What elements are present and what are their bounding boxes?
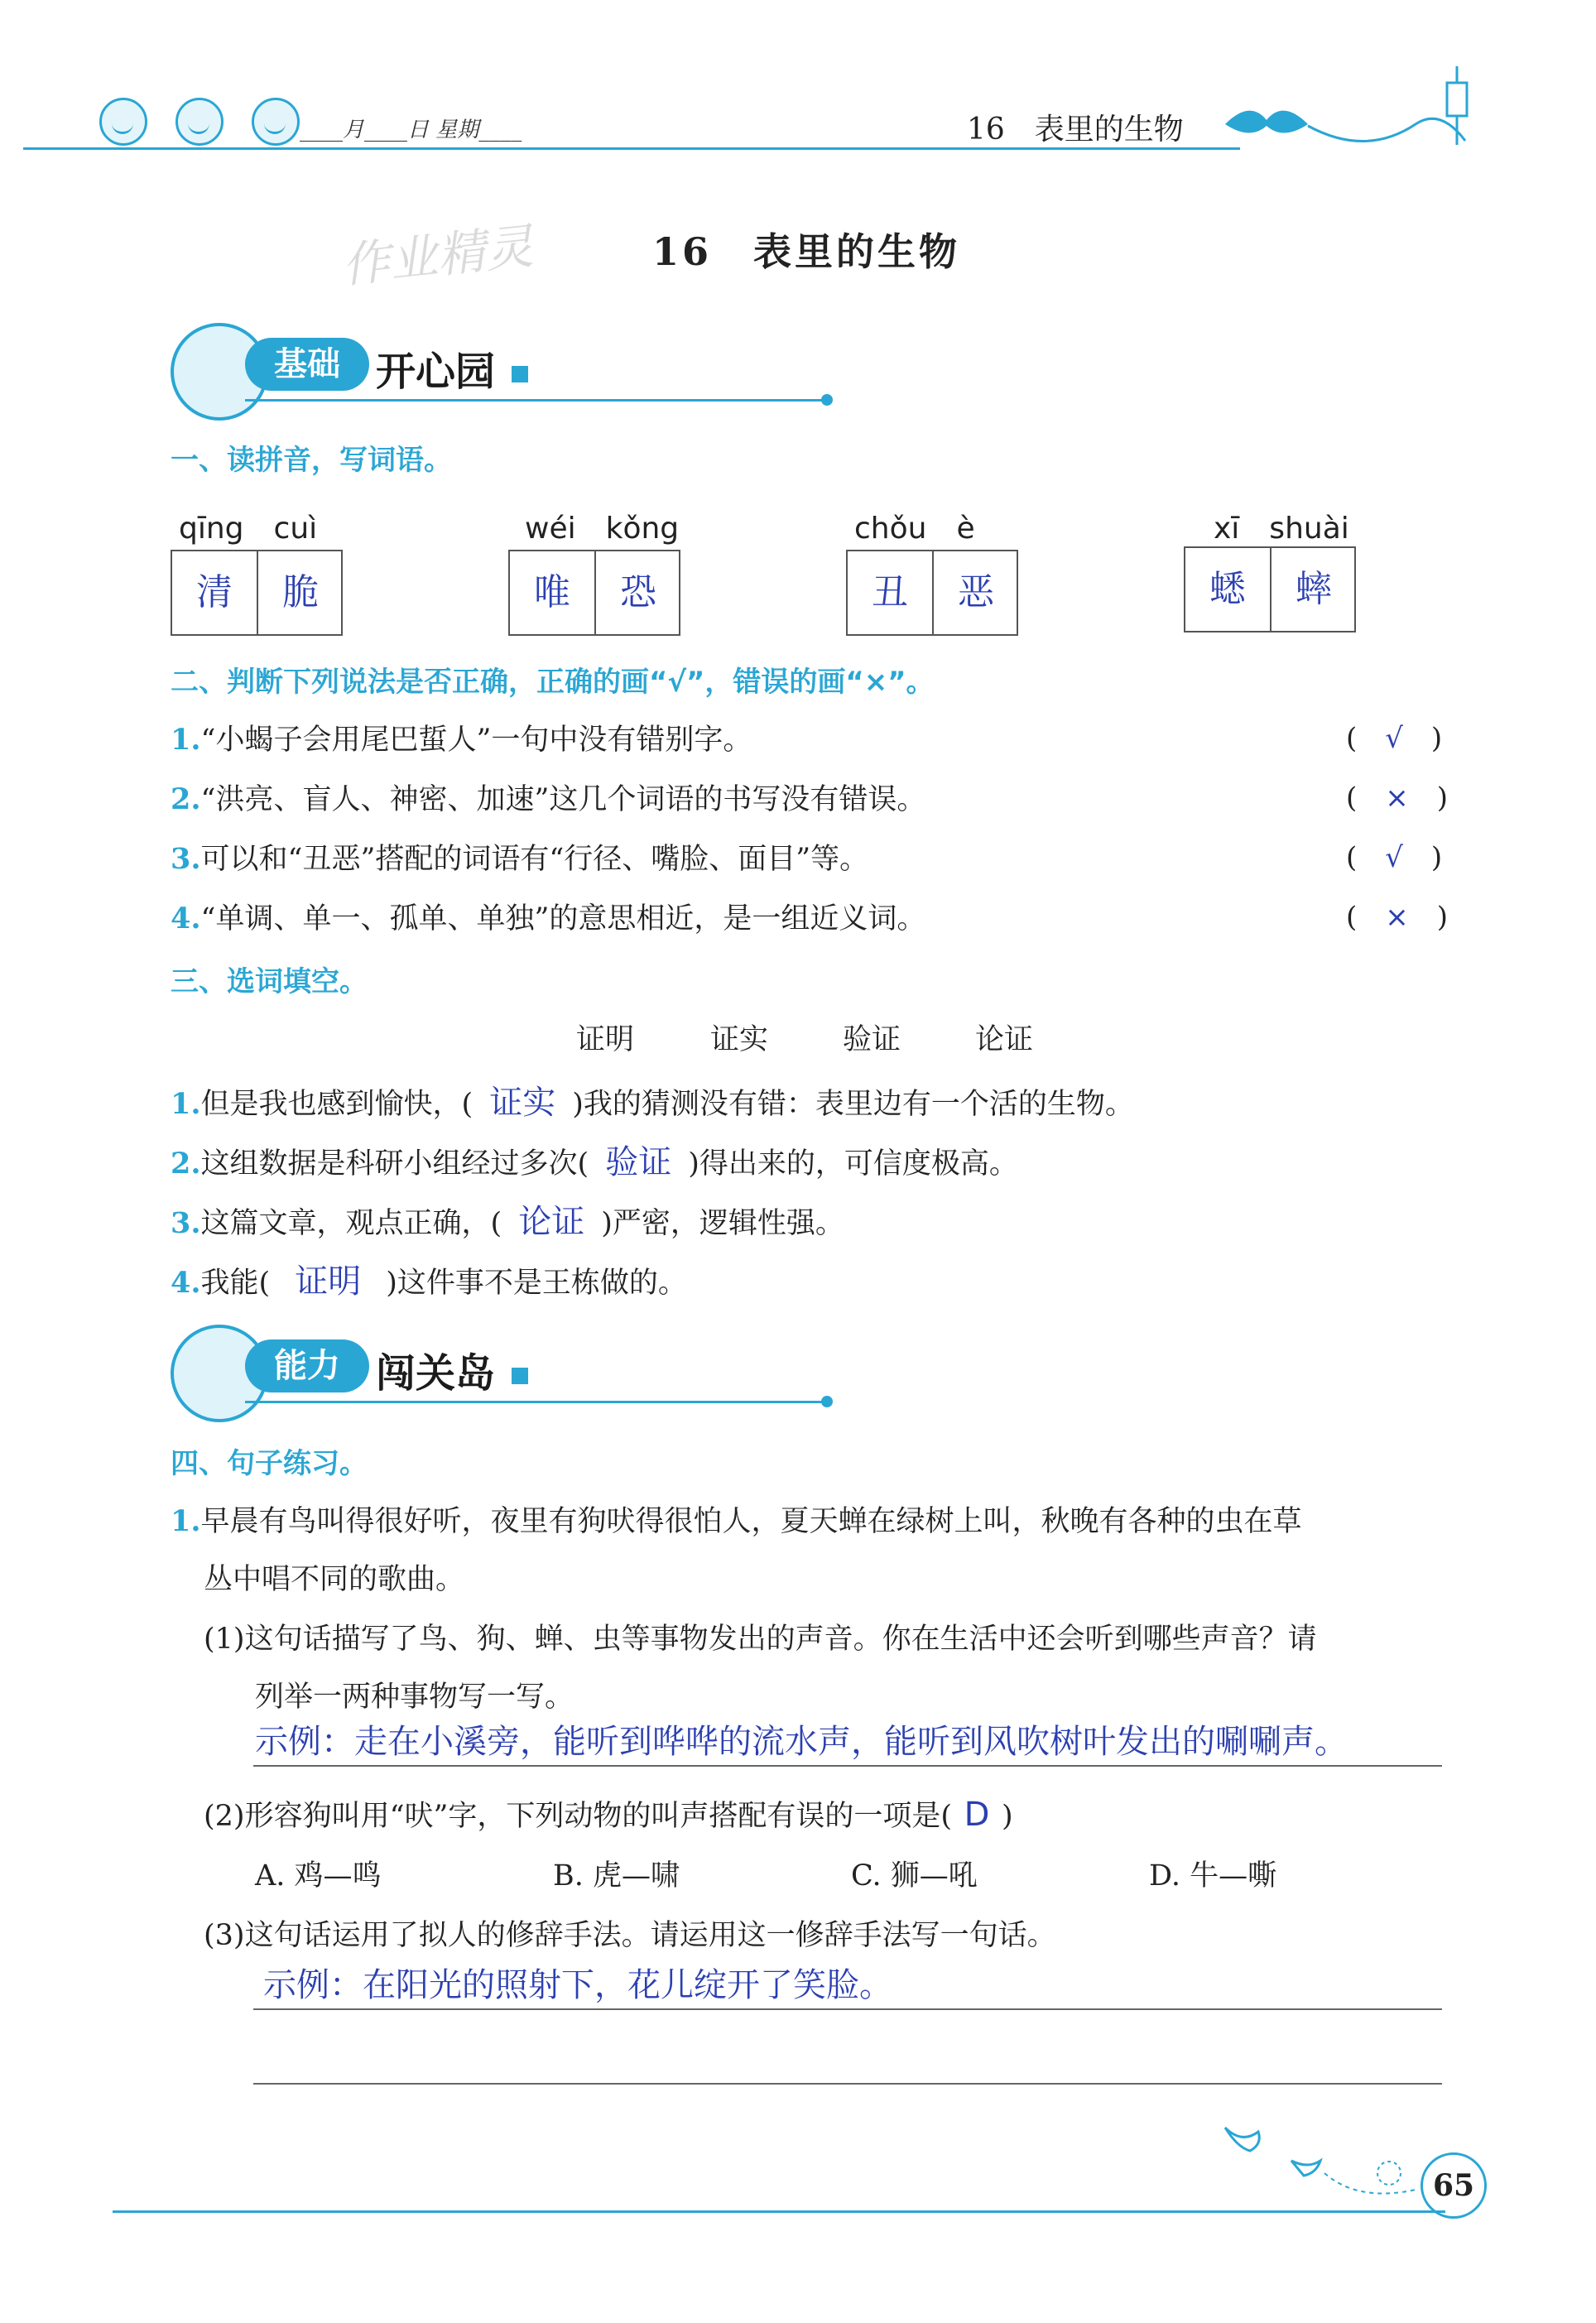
item-text: “单调、单一、孤单、单独”的意思相近，是一组近义词。	[200, 902, 926, 935]
section-underline	[245, 1401, 824, 1403]
item-text: “洪亮、盲人、神密、加速”这几个词语的书写没有错误。	[200, 783, 926, 816]
char-box-2	[508, 550, 680, 636]
q3-heading: 三、选词填空。	[171, 965, 368, 998]
judge-answer: √	[1385, 841, 1403, 874]
q4-sub3: (3)这句话运用了拟人的修辞手法。请运用这一修辞手法写一句话。	[204, 1919, 1056, 1952]
butterfly-lamp-icon	[1217, 66, 1490, 157]
q2-heading: 二、判断下列说法是否正确，正确的画“√”，错误的画“×”。	[171, 666, 935, 699]
footer-divider	[113, 2210, 1445, 2213]
fill-answer: 证明	[295, 1262, 362, 1301]
q2-item-1	[171, 717, 752, 758]
section-ability-header	[171, 1325, 849, 1416]
answer-line	[253, 1765, 1442, 1767]
smiley-icon	[99, 98, 147, 146]
char-answer: 清	[196, 571, 233, 613]
q4-sentence-line1	[171, 1498, 1302, 1540]
item-before: 但是我也感到愉快，(	[200, 1088, 474, 1121]
section-title: 开心园	[376, 349, 496, 395]
q4-sub1-line2: 列举一两种事物写一写。	[255, 1681, 574, 1714]
q4-sentence-line2: 丛中唱不同的歌曲。	[204, 1563, 465, 1596]
page-title: 16 表里的生物	[652, 229, 961, 274]
judge-answer: ×	[1385, 782, 1409, 815]
sub2-text: (2)形容狗叫用“吠”字，下列动物的叫声搭配有误的一项是(	[204, 1800, 953, 1833]
section-badge: 能力	[245, 1339, 369, 1392]
option-d: D. 牛—嘶	[1149, 1859, 1277, 1893]
item-before: 我能(	[200, 1267, 271, 1300]
char-box-4	[1184, 546, 1356, 632]
item-number: 1.	[171, 723, 201, 757]
option-c: C. 狮—吼	[851, 1859, 978, 1893]
q2-answer-3: ( √ )	[1346, 841, 1443, 874]
item-number: 4.	[171, 902, 201, 935]
word-option-3: 验证	[843, 1023, 901, 1056]
char-answer: 脆	[257, 551, 343, 634]
q1-heading: 一、读拼音，写词语。	[171, 444, 452, 477]
q2-item-3	[171, 836, 868, 878]
q2-answer-2: ( × )	[1346, 782, 1449, 815]
word-option-1: 证明	[576, 1023, 635, 1056]
option-a: A. 鸡—鸣	[255, 1859, 382, 1893]
item-number: 3.	[171, 1206, 201, 1240]
item-before: 这组数据是科研小组经过多次(	[200, 1147, 589, 1181]
char-answer: 蟀	[1270, 548, 1356, 631]
pinyin-4: xī shuài	[1214, 512, 1349, 546]
pinyin-2: wéi kǒng	[525, 512, 680, 546]
fill-answer: 验证	[605, 1143, 672, 1181]
date-field: ____月____日 星期____	[300, 118, 522, 142]
header-divider	[23, 147, 1240, 150]
q4-heading: 四、句子练习。	[171, 1447, 368, 1480]
watermark: 作业精灵	[339, 218, 536, 294]
char-answer: 丑	[872, 571, 908, 613]
paren-close: )	[1002, 1800, 1013, 1833]
option-b: B. 虎—啸	[553, 1859, 680, 1893]
section-dot	[821, 1396, 833, 1407]
choice-answer: D	[964, 1796, 990, 1834]
item-text: “小蝎子会用尾巴蜇人”一句中没有错别字。	[200, 724, 752, 757]
section-basic-header	[171, 323, 849, 414]
smiley-icon	[175, 98, 224, 146]
bird-icon	[1217, 2111, 1432, 2210]
item-number: 1.	[171, 1504, 201, 1538]
char-answer: 恶	[932, 551, 1018, 634]
q3-item-1	[171, 1076, 1134, 1123]
q2-item-4	[171, 896, 925, 937]
sentence-text: 早晨有鸟叫得很好听，夜里有狗吠得很怕人，夏天蝉在绿树上叫，秋晚有各种的虫在草	[200, 1505, 1302, 1538]
section-badge: 基础	[245, 338, 369, 391]
char-answer: 蟋	[1209, 568, 1246, 610]
q4-sub3-answer: 示例：在阳光的照射下，花儿绽开了笑脸。	[263, 1966, 892, 2004]
answer-line	[253, 2083, 1442, 2085]
q2-item-2	[171, 777, 925, 818]
q4-sub1-line1: (1)这句话描写了鸟、狗、蝉、虫等事物发出的声音。你在生活中还会听到哪些声音？请	[204, 1623, 1317, 1656]
q3-item-4	[171, 1255, 687, 1302]
word-option-2: 证实	[710, 1023, 769, 1056]
section-underline	[245, 399, 824, 402]
q4-sub2	[204, 1793, 1013, 1835]
pinyin-3: chǒu è	[854, 512, 975, 546]
fill-answer: 论证	[518, 1203, 585, 1241]
char-answer: 恐	[594, 551, 680, 634]
item-text: 可以和“丑恶”搭配的词语有“行径、嘴脸、面目”等。	[200, 843, 869, 876]
item-after: )严密，逻辑性强。	[601, 1207, 844, 1240]
item-number: 2.	[171, 1147, 201, 1181]
word-option-4: 论证	[975, 1023, 1034, 1056]
q2-answer-1: ( √ )	[1346, 722, 1443, 755]
section-title: 闯关岛	[376, 1350, 496, 1397]
item-after: )我的猜测没有错：表里边有一个活的生物。	[572, 1088, 1134, 1121]
item-after: )这件事不是王栋做的。	[386, 1267, 687, 1300]
item-number: 2.	[171, 782, 201, 816]
item-after: )得出来的，可信度极高。	[688, 1147, 1018, 1181]
fill-answer: 证实	[489, 1084, 556, 1122]
section-dot	[821, 394, 833, 406]
item-number: 4.	[171, 1266, 201, 1300]
char-box-3	[846, 550, 1018, 636]
pinyin-1: qīng cuì	[179, 512, 318, 546]
judge-answer: √	[1385, 722, 1403, 755]
page-number: 65	[1421, 2152, 1487, 2219]
q3-item-3	[171, 1195, 844, 1243]
item-before: 这篇文章，观点正确，(	[200, 1207, 502, 1240]
char-answer: 唯	[534, 571, 570, 613]
answer-line	[253, 2008, 1442, 2010]
char-box-1	[171, 550, 343, 636]
q4-sub1-answer: 示例：走在小溪旁，能听到哗哗的流水声，能听到风吹树叶发出的唰唰声。	[255, 1723, 1348, 1761]
item-number: 1.	[171, 1087, 201, 1121]
section-square-icon	[512, 1368, 528, 1384]
q2-answer-4: ( × )	[1346, 901, 1449, 934]
item-number: 3.	[171, 842, 201, 876]
judge-answer: ×	[1385, 901, 1409, 934]
header-lesson-label: 16 表里的生物	[967, 113, 1184, 147]
q3-item-2	[171, 1136, 1018, 1183]
section-square-icon	[512, 366, 528, 382]
smiley-icon	[252, 98, 300, 146]
